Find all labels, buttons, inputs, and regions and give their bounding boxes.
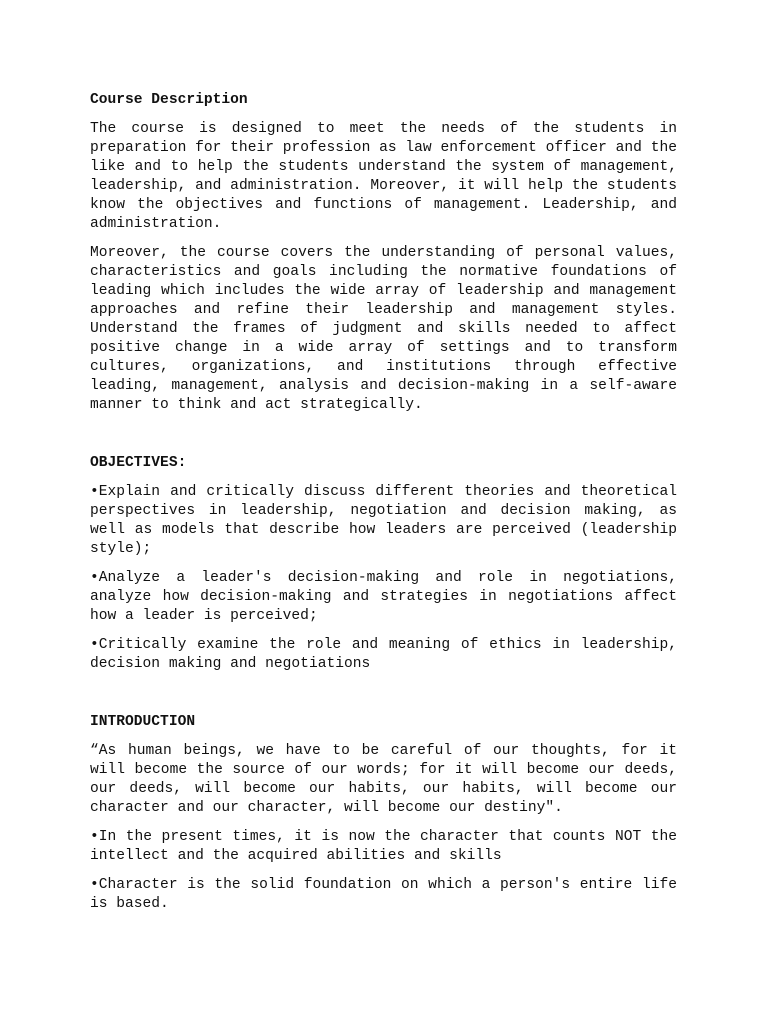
introduction-item-2: •Character is the solid foundation on which a person's entire life is based.	[90, 877, 677, 912]
introduction-heading: INTRODUCTION	[90, 714, 196, 730]
section-spacer	[90, 684, 677, 713]
course-description-paragraph-2: Moreover, the course covers the understanding of personal values, characteristics and goals including the normative foundations of leading which includes the wide array of leadership and management approaches and refine their leadership and management styles. Understand the frames of judgment and skills needed to affect positive change in a wide array of settings and to transform cultures, organizations, and institutions through effective leading, management, analysis and decision-making in a self-aware manner to think and act strategically.	[90, 245, 677, 413]
course-description-paragraph-1: The course is designed to meet the needs of the students in preparation for their profession as law enforcement officer and the like and to help the students understand the system of management, leadership, and administration. Moreover, it will help the students know the objectives and functions of management. Leadership, and administration.	[90, 121, 677, 232]
objective-item-1: •Explain and critically discuss different theories and theoretical perspectives in leadership, negotiation and decision making, as well as models that describe how leaders are perceived (leadership style);	[90, 484, 677, 557]
course-description-heading: Course Description	[90, 92, 248, 108]
objective-item-3: •Critically examine the role and meaning of ethics in leadership, decision making and negotiations	[90, 637, 677, 672]
document-page	[90, 91, 677, 924]
objective-item-2: •Analyze a leader's decision-making and role in negotiations, analyze how decision-making and strategies in negotiations affect how a leader is perceived;	[90, 570, 677, 624]
objectives-heading: OBJECTIVES:	[90, 455, 187, 471]
introduction-quote: “As human beings, we have to be careful of our thoughts, for it will become the source of our words; for it will become our deeds, our deeds, will become our habits, our habits, will become our character and our character, will become our destiny".	[90, 743, 677, 816]
section-spacer	[90, 425, 677, 454]
introduction-item-1: •In the present times, it is now the character that counts NOT the intellect and the acquired abilities and skills	[90, 829, 677, 864]
